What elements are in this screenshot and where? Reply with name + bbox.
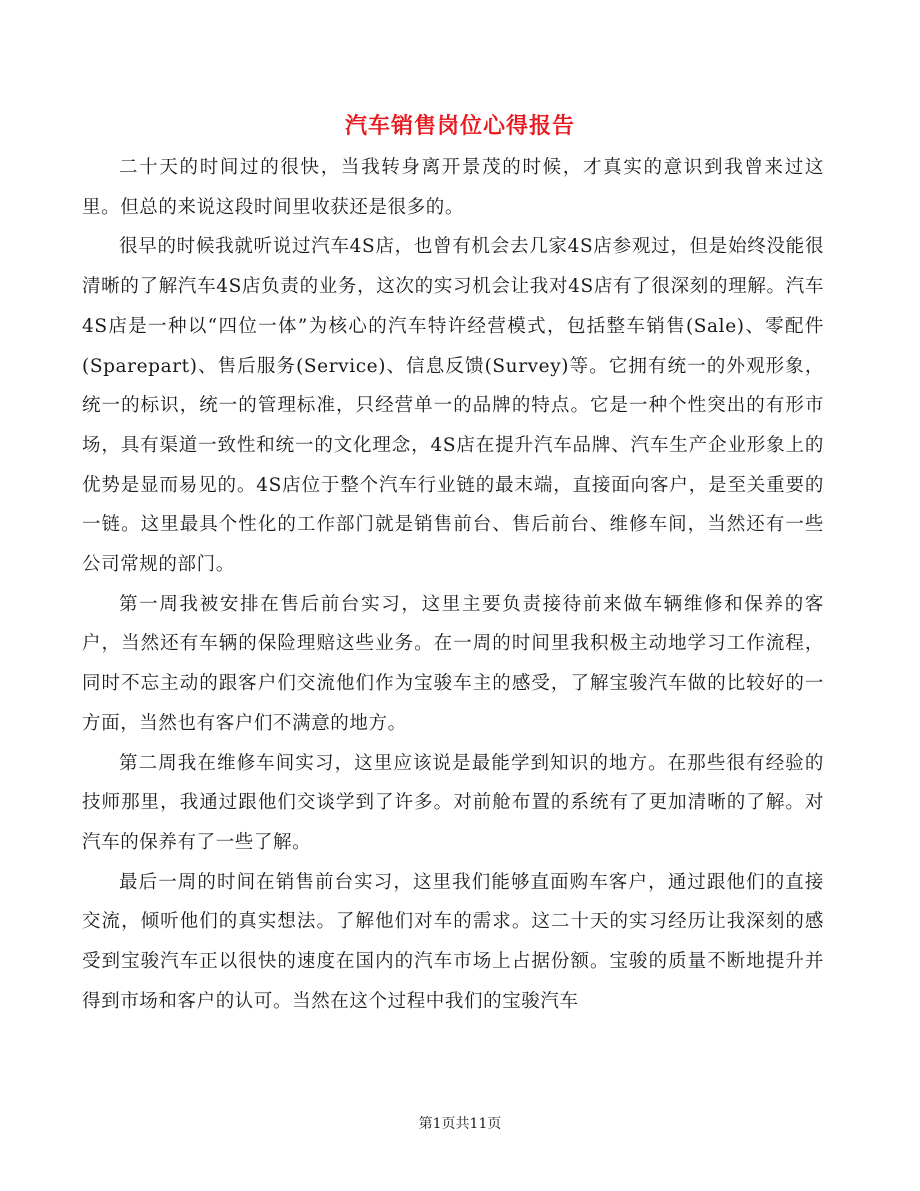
paragraph-4: 第二周我在维修车间实习，这里应该说是最能学到知识的地方。在那些很有经验的技师那里，我通过跟他们交谈学到了许多。对前舱布置的系统有了更加清晰的了解。对汽车的保养有了一些了解。: [82, 752, 824, 853]
page-number-footer: 第1页共11页: [418, 1116, 502, 1132]
document-body: [82, 148, 824, 1021]
paragraph-1: 二十天的时间过的很快，当我转身离开景茂的时候，才真实的意识到我曾来过这里。但总的来说这段时间里收获还是很多的。: [82, 157, 824, 218]
paragraph-5: 最后一周的时间在销售前台实习，这里我们能够直面购车客户，通过跟他们的直接交流，倾听他们的真实想法。了解他们对车的需求。这二十天的实习经历让我深刻的感受到宝骏汽车正以很快的速度在国内的汽车市场上占据份额。宝骏的质量不断地提升并得到市场和客户的认可。当然在这个过程中我们的宝骏汽车: [82, 871, 824, 1012]
paragraph-2: 很早的时候我就听说过汽车4S店，也曾有机会去几家4S店参观过，但是始终没能很清晰的了解汽车4S店负责的业务，这次的实习机会让我对4S店有了很深刻的理解。汽车4S店是一种以“四位一体”为核心的汽车特许经营模式，包括整车销售(Sale)、零配件(Sparepart)、售后服务(Service)、信息反馈(Survey)等。它拥有统一的外观形象，统一的标识，统一的管理标准，只经营单一的品牌的特点。它是一种个性突出的有形市场，具有渠道一致性和统一的文化理念，4S店在提升汽车品牌、汽车生产企业形象上的优势是显而易见的。4S店位于整个汽车行业链的最末端，直接面向客户，是至关重要的一链。这里最具个性化的工作部门就是销售前台、售后前台、维修车间，当然还有一些公司常规的部门。: [82, 236, 824, 576]
paragraph-3: 第一周我被安排在售后前台实习，这里主要负责接待前来做车辆维修和保养的客户，当然还有车辆的保险理赔这些业务。在一周的时间里我积极主动地学习工作流程，同时不忘主动的跟客户们交流他们作为宝骏车主的感受，了解宝骏汽车做的比较好的一方面，当然也有客户们不满意的地方。: [82, 593, 824, 734]
document-title: 汽车销售岗位心得报告: [344, 113, 575, 139]
